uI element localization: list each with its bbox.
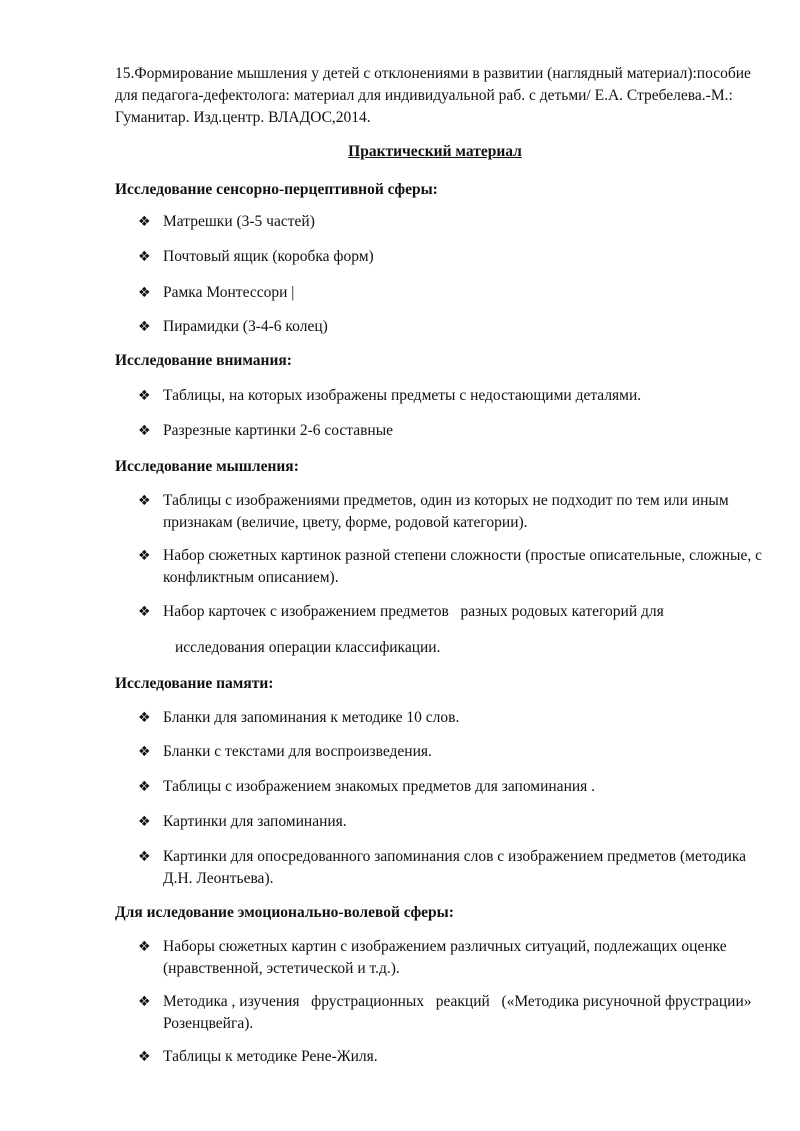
list-item-text: Разрезные картинки 2-6 составные [163,422,393,439]
diamond-bullet-icon: ❖ [138,214,151,230]
list-item [138,741,763,763]
list-item [138,246,763,268]
diamond-bullet-icon: ❖ [138,744,151,760]
list-item [138,707,763,729]
list-item-text: Картинки для опосредованного запоминания слов с изображением предметов (методика Д.Н. Леонтьева). [163,848,747,887]
list-item [138,991,763,1035]
page-title: Практический материал [348,143,522,160]
list-item-text: Пирамидки (3-4-6 колец) [163,318,328,335]
section-heading-thinking: Исследование мышления: [115,458,299,475]
diamond-bullet-icon: ❖ [138,319,151,335]
diamond-bullet-icon: ❖ [138,604,151,620]
diamond-bullet-icon: ❖ [138,710,151,726]
diamond-bullet-icon: ❖ [138,849,151,865]
list-item-text: Набор карточек с изображением предметов разных родовых категорий для [163,603,664,620]
diamond-bullet-icon: ❖ [138,994,151,1010]
list-item-continuation: исследования операции классификации. [175,639,441,656]
list-item [138,490,763,534]
diamond-bullet-icon: ❖ [138,493,151,509]
list-item [138,420,763,442]
diamond-bullet-icon: ❖ [138,1049,151,1065]
list-item-text: Методика , изучения фрустрационных реакций («Методика рисуночной фрустрации» Розенцвейга). [163,993,756,1032]
diamond-bullet-icon: ❖ [138,388,151,404]
list-item-text: Рамка Монтессори | [163,284,295,301]
list-item-text: Бланки с текстами для воспроизведения. [163,743,432,760]
list-item [138,936,763,980]
section-heading-attention: Исследование внимания: [115,352,292,369]
list-item [138,1046,763,1068]
list-item-text: Бланки для запоминания к методике 10 слов. [163,709,460,726]
list-item-text: Набор сюжетных картинок разной степени сложности (простые описательные, сложные, с конфликтным описанием). [163,547,762,586]
list-item-text: Наборы сюжетных картин с изображением различных ситуаций, подлежащих оценке (нравственной, эстетической и т.д.). [163,938,727,977]
list-item [138,846,763,890]
diamond-bullet-icon: ❖ [138,249,151,265]
list-item-text: Таблицы, на которых изображены предметы с недостающими деталями. [163,387,642,404]
list-item [138,601,763,623]
list-item [138,385,763,407]
list-item [138,545,763,589]
bibliographic-reference: 15.Формирование мышления у детей с отклонениями в развитии (наглядный материал):пособие для педагога-дефектолога: материал для индивидуальной раб. с детьми/ Е.А. Стребелева.-М.: Гуманитар. Изд.центр. ВЛАДОС,2014. [115,65,751,126]
diamond-bullet-icon: ❖ [138,548,151,564]
section-heading-emotional: Для иследование эмоционально-волевой сферы: [115,904,454,921]
section-heading-sensory: Исследование сенсорно-перцептивной сферы: [115,181,438,198]
list-item [138,282,763,304]
list-item-text: Матрешки (3-5 частей) [163,213,315,230]
list-item [138,316,763,338]
list-item [138,811,763,833]
diamond-bullet-icon: ❖ [138,423,151,439]
list-item-text: Таблицы с изображениями предметов, один из которых не подходит по тем или иным признакам (величие, цвету, форме, родовой категории). [163,492,729,531]
list-item-text: Таблицы к методике Рене-Жиля. [163,1048,378,1065]
list-item-text: Картинки для запоминания. [163,813,347,830]
diamond-bullet-icon: ❖ [138,814,151,830]
diamond-bullet-icon: ❖ [138,285,151,301]
list-item [138,211,763,233]
diamond-bullet-icon: ❖ [138,939,151,955]
list-item-text: Почтовый ящик (коробка форм) [163,248,374,265]
list-item-text: Таблицы с изображением знакомых предметов для запоминания . [163,778,596,795]
list-item [138,776,763,798]
section-heading-memory: Исследование памяти: [115,675,274,692]
diamond-bullet-icon: ❖ [138,779,151,795]
